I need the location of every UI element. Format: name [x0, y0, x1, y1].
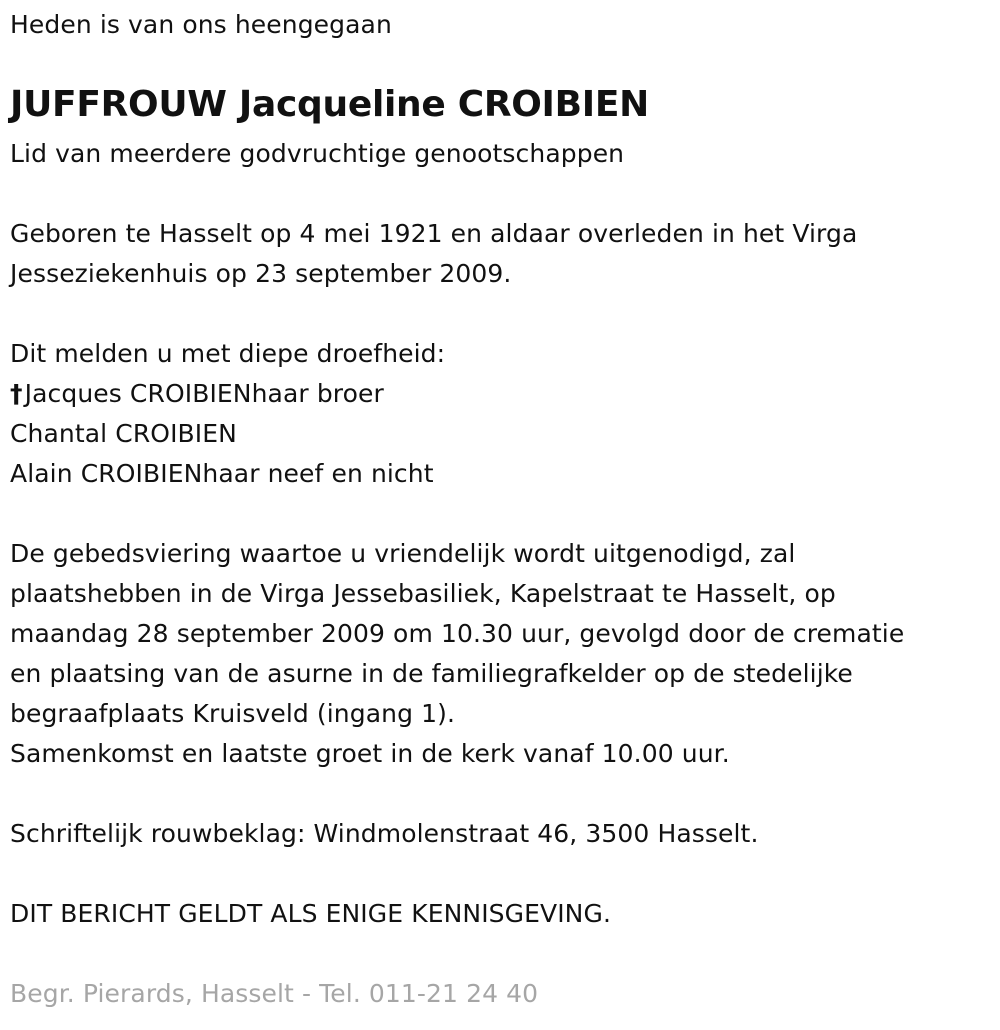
- ceremony-line-1: De gebedsviering waartoe u vriendelijk wordt uitgenodigd, zal: [10, 539, 796, 568]
- mourner-2: Chantal CROIBIEN: [10, 419, 237, 448]
- mourner-1: [10, 374, 384, 414]
- ceremony-line-5: begraafplaats Kruisveld (ingang 1).: [10, 699, 455, 728]
- deceased-name: JUFFROUW Jacqueline CROIBIEN: [10, 84, 650, 125]
- condolence-address: Schriftelijk rouwbeklag: Windmolenstraat 46, 3500 Hasselt.: [10, 819, 759, 848]
- birth-death-line-2: Jesseziekenhuis op 23 september 2009.: [10, 259, 512, 288]
- ceremony-line-2: plaatshebben in de Virga Jessebasiliek, Kapelstraat te Hasselt, op: [10, 579, 836, 608]
- ceremony-line-3: maandag 28 september 2009 om 10.30 uur, gevolgd door de crematie: [10, 619, 905, 648]
- ceremony-line-6: Samenkomst en laatste groet in de kerk vanaf 10.00 uur.: [10, 739, 730, 768]
- mourner-1-text: Jacques CROIBIENhaar broer: [24, 379, 384, 408]
- announcement-intro: Dit melden u met diepe droefheid:: [10, 339, 446, 368]
- birth-death-line-1: Geboren te Hasselt op 4 mei 1921 en aldaar overleden in het Virga: [10, 219, 858, 248]
- deceased-subtitle: Lid van meerdere godvruchtige genootschappen: [10, 139, 625, 168]
- undertaker-footer: Begr. Pierards, Hasselt - Tel. 011-21 24 40: [10, 979, 539, 1008]
- notice-text: DIT BERICHT GELDT ALS ENIGE KENNISGEVING.: [10, 899, 611, 928]
- intro-text: Heden is van ons heengegaan: [10, 10, 392, 39]
- ceremony-line-4: en plaatsing van de asurne in de familiegrafkelder op de stedelijke: [10, 659, 853, 688]
- cross-icon: †: [10, 379, 23, 408]
- mourner-3: Alain CROIBIENhaar neef en nicht: [10, 459, 434, 488]
